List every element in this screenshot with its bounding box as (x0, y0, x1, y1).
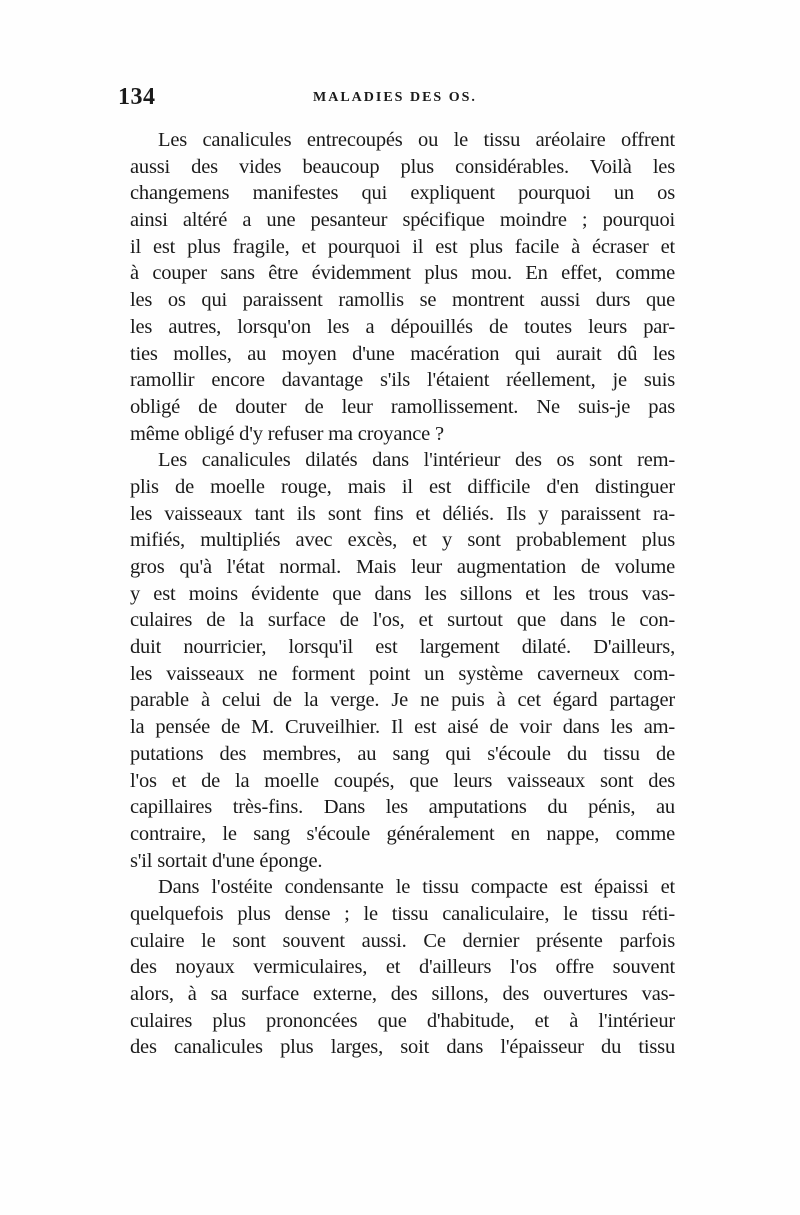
text-line: capillaires très-fins. Dans les amputations du pénis, au (130, 796, 675, 819)
text-line: plis de moelle rouge, mais il est difficile d'en distinguer (130, 475, 675, 498)
text-line: les vaisseaux tant ils sont fins et déliés. Ils y paraissent ra- (130, 502, 675, 525)
text-line: changemens manifestes qui expliquent pourquoi un os (130, 182, 675, 205)
text-line: l'os et de la moelle coupés, que leurs vaisseaux sont des (130, 769, 675, 792)
text-line: putations des membres, au sang qui s'écoule du tissu de (130, 742, 675, 765)
text-line: culaire le sont souvent aussi. Ce dernier présente parfois (130, 929, 675, 952)
text-line: mifiés, multipliés avec excès, et y sont probablement plus (130, 529, 675, 552)
text-line: gros qu'à l'état normal. Mais leur augmentation de volume (130, 556, 675, 578)
text-line: les autres, lorsqu'on les a dépouillés de toutes leurs par- (130, 315, 675, 338)
text-line: il est plus fragile, et pourquoi il est plus facile à écraser et (130, 235, 675, 258)
text-line: Les canalicules dilatés dans l'intérieur des os sont rem- (158, 449, 675, 472)
text-line: contraire, le sang s'écoule généralement en nappe, comme (130, 822, 675, 845)
text-line: parable à celui de la verge. Je ne puis à cet égard partager (130, 689, 675, 712)
page-header (118, 84, 673, 116)
text-line: ainsi altéré a une pesanteur spécifique moindre ; pourquoi (130, 209, 675, 232)
text-line: obligé de douter de leur ramollissement. Ne suis-je pas (130, 395, 675, 418)
text-line: les os qui paraissent ramollis se montrent aussi durs que (130, 289, 675, 312)
text-line: culaires plus prononcées que d'habitude, et à l'intérieur (130, 1009, 675, 1032)
text-line: Les canalicules entrecoupés ou le tissu aréolaire offrent (158, 129, 675, 151)
text-line: à couper sans être évidemment plus mou. En effet, comme (130, 262, 675, 285)
text-line: des canalicules plus larges, soit dans l'épaisseur du tissu (130, 1036, 675, 1059)
text-line: culaires de la surface de l'os, et surtout que dans le con- (130, 609, 675, 632)
text-line: aussi des vides beaucoup plus considérables. Voilà les (130, 155, 675, 178)
text-line: la pensée de M. Cruveilhier. Il est aisé de voir dans les am- (130, 716, 675, 739)
body-text (130, 127, 675, 1061)
text-line: duit nourricier, lorsqu'il est largement dilaté. D'ailleurs, (130, 636, 675, 659)
page-number: 134 (118, 84, 156, 110)
text-line: y est moins évidente que dans les sillons et les trous vas- (130, 582, 675, 605)
text-line: ramollir encore davantage s'ils l'étaient réellement, je suis (130, 369, 675, 392)
running-title: MALADIES DES OS. (313, 90, 477, 105)
text-line: Dans l'ostéite condensante le tissu compacte est épaissi et (158, 876, 675, 899)
text-line: les vaisseaux ne forment point un système caverneux com- (130, 662, 675, 685)
text-line: quelquefois plus dense ; le tissu canaliculaire, le tissu réti- (130, 902, 675, 925)
text-line: ties molles, au moyen d'une macération qui aurait dû les (130, 342, 675, 365)
text-line: s'il sortait d'une éponge. (130, 849, 323, 872)
text-line: des noyaux vermiculaires, et d'ailleurs l'os offre souvent (130, 956, 675, 979)
text-line: alors, à sa surface externe, des sillons, des ouvertures vas- (130, 983, 675, 1005)
text-line: même obligé d'y refuser ma croyance ? (130, 422, 444, 445)
